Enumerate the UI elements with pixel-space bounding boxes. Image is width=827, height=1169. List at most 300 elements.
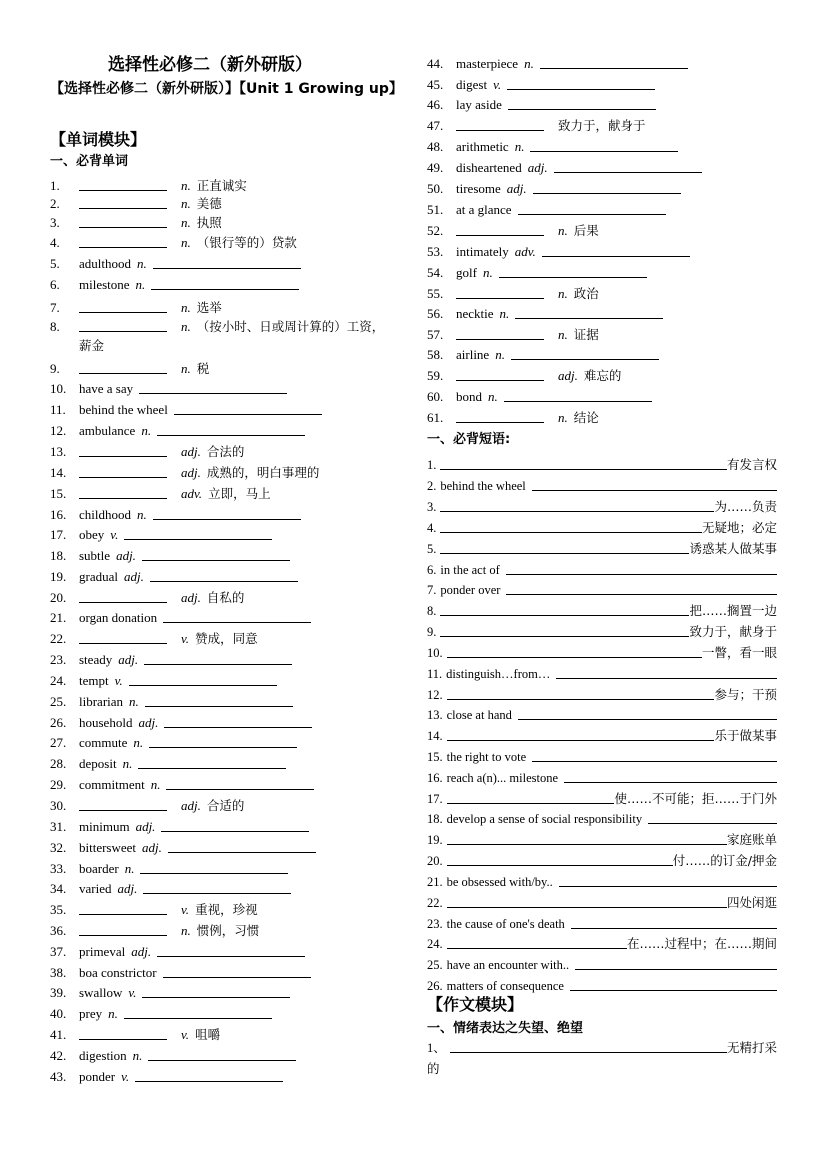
chinese-meaning: 有发言权 <box>726 457 777 472</box>
item-number: 38. <box>50 965 67 980</box>
part-of-speech: n. <box>181 361 191 376</box>
word-row <box>50 815 309 835</box>
chinese-meaning: 合适的 <box>206 798 245 813</box>
answer-blank[interactable] <box>440 468 727 470</box>
english-word: household <box>79 715 133 730</box>
answer-blank[interactable] <box>499 276 647 278</box>
part-of-speech: adj. <box>138 715 159 730</box>
part-of-speech: n. <box>141 423 152 438</box>
writing-sub-heading: 一、情绪表达之失望、绝望 <box>427 1021 584 1036</box>
answer-blank[interactable] <box>144 663 292 665</box>
part-of-speech: n. <box>524 56 534 71</box>
phrase-row <box>427 891 777 911</box>
answer-blank[interactable] <box>163 976 311 978</box>
chinese-meaning: 无精打采 <box>726 1040 777 1055</box>
answer-blank[interactable] <box>506 573 777 575</box>
answer-blank[interactable] <box>447 864 673 866</box>
answer-blank[interactable] <box>79 1038 167 1040</box>
item-number: 42. <box>50 1048 67 1063</box>
answer-blank[interactable] <box>149 746 297 748</box>
wrapped-meaning: 的 <box>427 1061 440 1076</box>
chinese-meaning: 咀嚼 <box>195 1027 221 1042</box>
phrase-row <box>427 766 777 786</box>
item-number: 29. <box>50 777 67 792</box>
part-of-speech: adj. <box>123 569 144 584</box>
answer-blank[interactable] <box>163 621 311 623</box>
item-number: 21. <box>427 875 443 889</box>
answer-blank[interactable] <box>456 421 544 423</box>
part-of-speech: adj. <box>527 160 548 175</box>
part-of-speech: n. <box>558 286 568 301</box>
item-number: 40. <box>50 1006 67 1021</box>
word-row <box>50 523 272 543</box>
part-of-speech: n. <box>514 139 525 154</box>
answer-blank[interactable] <box>140 872 288 874</box>
chinese-meaning: 四处闲逛 <box>726 895 777 910</box>
answer-blank[interactable] <box>79 809 167 811</box>
phrase-row <box>427 953 777 973</box>
answer-blank[interactable] <box>79 476 167 478</box>
item-number: 12. <box>427 688 443 702</box>
item-number: 26. <box>50 715 67 730</box>
word-row <box>50 440 244 460</box>
item-number: 2. <box>427 479 437 493</box>
english-phrase: the right to vote <box>446 750 527 764</box>
answer-blank[interactable] <box>506 593 777 595</box>
answer-blank[interactable] <box>440 552 689 554</box>
wrapped-meaning: 薪金 <box>79 338 105 353</box>
must-words-heading: 一、必背单词 <box>50 154 129 169</box>
answer-blank[interactable] <box>456 379 544 381</box>
part-of-speech: adj. <box>117 881 138 896</box>
word-row <box>427 364 621 384</box>
english-word: golf <box>456 265 477 280</box>
item-number: 25. <box>427 958 443 972</box>
unit-heading: 【选择性必修二（新外研版）】【Unit 1 Growing up】 <box>50 81 403 97</box>
english-word: ponder <box>79 1069 116 1084</box>
english-word: masterpiece <box>456 56 519 71</box>
item-number: 59. <box>427 368 444 383</box>
english-word: tiresome <box>456 181 501 196</box>
part-of-speech: n. <box>181 319 191 334</box>
answer-blank[interactable] <box>440 510 714 512</box>
answer-blank[interactable] <box>515 317 663 319</box>
item-number: 22. <box>427 896 443 910</box>
answer-blank[interactable] <box>542 255 690 257</box>
answer-blank[interactable] <box>153 518 301 520</box>
item-number: 11. <box>427 667 443 681</box>
part-of-speech: n. <box>495 347 505 362</box>
chinese-meaning: 在……过程中；在……期间 <box>626 936 777 951</box>
item-number: 18. <box>50 548 67 563</box>
word-row <box>50 961 311 981</box>
part-of-speech: v. <box>121 1069 130 1084</box>
answer-blank[interactable] <box>135 1080 283 1082</box>
item-number: 16. <box>427 771 443 785</box>
answer-blank[interactable] <box>564 781 777 783</box>
item-number: 7. <box>50 300 60 315</box>
item-number: 57. <box>427 327 444 342</box>
english-word: boarder <box>79 861 119 876</box>
word-row <box>50 690 293 710</box>
answer-blank[interactable] <box>150 580 298 582</box>
english-phrase: have an encounter with.. <box>446 958 570 972</box>
answer-blank[interactable] <box>129 684 277 686</box>
answer-blank[interactable] <box>143 892 291 894</box>
item-number: 23. <box>427 917 443 931</box>
part-of-speech: n. <box>122 756 133 771</box>
chinese-meaning: 证据 <box>573 327 599 342</box>
answer-blank[interactable] <box>440 635 689 637</box>
part-of-speech: n. <box>488 389 498 404</box>
item-number: 15. <box>427 750 443 764</box>
part-of-speech: n. <box>108 1006 118 1021</box>
word-row <box>50 627 258 647</box>
item-number: 30. <box>50 798 67 813</box>
answer-blank[interactable] <box>447 698 715 700</box>
phrase-row <box>427 453 777 473</box>
answer-blank[interactable] <box>142 559 290 561</box>
answer-blank[interactable] <box>456 297 544 299</box>
chinese-meaning: 立即，马上 <box>208 486 271 501</box>
answer-blank[interactable] <box>124 1017 272 1019</box>
answer-blank[interactable] <box>532 760 777 762</box>
english-word: steady <box>79 652 113 667</box>
word-row <box>50 836 316 856</box>
item-number: 32. <box>50 840 67 855</box>
answer-blank[interactable] <box>518 718 777 720</box>
item-number: 46. <box>427 97 444 112</box>
item-number: 54. <box>427 265 444 280</box>
chinese-meaning: 美德 <box>196 196 222 211</box>
chinese-meaning: （银行等的）贷款 <box>196 235 297 250</box>
part-of-speech: v. <box>128 985 137 1000</box>
phrase-row <box>427 641 777 661</box>
chinese-meaning: 执照 <box>196 215 222 230</box>
answer-blank[interactable] <box>79 207 167 209</box>
answer-blank[interactable] <box>456 129 544 131</box>
vocab-module-heading: 【单词模块】 <box>50 130 147 149</box>
answer-blank[interactable] <box>556 677 777 679</box>
answer-blank[interactable] <box>571 927 777 929</box>
item-number: 6. <box>50 277 60 292</box>
word-row <box>50 192 222 212</box>
answer-blank[interactable] <box>124 538 272 540</box>
answer-blank[interactable] <box>79 497 167 499</box>
answer-blank[interactable] <box>79 226 167 228</box>
chinese-meaning: 参与；干预 <box>714 687 777 702</box>
english-word: adulthood <box>79 256 131 271</box>
english-phrase: distinguish…from… <box>446 667 551 681</box>
answer-blank[interactable] <box>554 171 702 173</box>
item-number: 20. <box>50 590 67 605</box>
part-of-speech: adj. <box>181 590 201 605</box>
english-word: milestone <box>79 277 130 292</box>
chinese-meaning: 致力于，献身于 <box>689 624 777 639</box>
english-word: intimately <box>456 244 509 259</box>
part-of-speech: adj. <box>142 840 162 855</box>
part-of-speech: adj. <box>118 652 139 667</box>
part-of-speech: v. <box>181 1027 190 1042</box>
answer-blank[interactable] <box>79 246 167 248</box>
answer-blank[interactable] <box>79 934 167 936</box>
item-number: 10. <box>50 381 67 396</box>
item-number: 18. <box>427 812 443 826</box>
answer-blank[interactable] <box>157 434 305 436</box>
chinese-meaning: 惯例，习惯 <box>196 923 260 938</box>
chinese-meaning: 税 <box>196 361 210 376</box>
answer-blank[interactable] <box>79 372 167 374</box>
phrase-row <box>427 974 777 994</box>
answer-blank[interactable] <box>79 913 167 915</box>
answer-blank[interactable] <box>450 1051 727 1053</box>
part-of-speech: n. <box>181 215 191 230</box>
answer-blank[interactable] <box>507 88 655 90</box>
word-row <box>50 1044 296 1064</box>
item-number: 33. <box>50 861 67 876</box>
answer-blank[interactable] <box>79 601 167 603</box>
answer-blank[interactable] <box>530 150 678 152</box>
part-of-speech: n. <box>129 694 139 709</box>
item-number: 17. <box>50 527 67 542</box>
answer-blank[interactable] <box>151 288 299 290</box>
word-row <box>50 252 301 272</box>
word-row <box>50 231 297 251</box>
answer-blank[interactable] <box>570 989 777 991</box>
item-number: 14. <box>427 729 443 743</box>
phrase-row <box>427 807 777 827</box>
part-of-speech: n. <box>482 265 493 280</box>
english-word: ambulance <box>79 423 136 438</box>
answer-blank[interactable] <box>79 455 167 457</box>
word-row <box>427 302 663 322</box>
word-row <box>427 135 678 155</box>
answer-blank[interactable] <box>504 400 652 402</box>
answer-blank[interactable] <box>174 413 322 415</box>
word-row <box>50 315 384 335</box>
english-word: swallow <box>79 985 123 1000</box>
item-number: 35. <box>50 902 67 917</box>
answer-blank[interactable] <box>79 189 167 191</box>
item-number: 8. <box>427 604 437 618</box>
phrase-row <box>427 683 777 703</box>
answer-blank[interactable] <box>559 885 777 887</box>
item-number: 16. <box>50 507 67 522</box>
word-row <box>50 377 287 397</box>
chinese-meaning: （按小时、日或周计算的）工资， <box>196 319 385 334</box>
item-number: 23. <box>50 652 67 667</box>
answer-blank[interactable] <box>648 822 777 824</box>
word-row <box>50 273 299 293</box>
english-word: subtle <box>79 548 111 563</box>
chinese-meaning: 后果 <box>573 223 599 238</box>
part-of-speech: v. <box>181 631 190 646</box>
english-phrase: matters of consequence <box>446 979 564 993</box>
answer-blank[interactable] <box>447 906 727 908</box>
answer-blank[interactable] <box>157 955 305 957</box>
item-number: 45. <box>427 77 444 92</box>
item-number: 49. <box>427 160 444 175</box>
item-number: 3. <box>50 215 60 230</box>
item-number: 39. <box>50 985 67 1000</box>
english-word: disheartened <box>456 160 522 175</box>
answer-blank[interactable] <box>164 726 312 728</box>
answer-blank[interactable] <box>533 192 681 194</box>
answer-blank[interactable] <box>456 338 544 340</box>
page-title: 选择性必修二（新外研版） <box>108 55 312 75</box>
english-word: obey <box>79 527 105 542</box>
word-row <box>50 461 319 481</box>
english-phrase: be obsessed with/by.. <box>446 875 553 889</box>
chinese-meaning: 政治 <box>573 286 599 301</box>
word-row <box>50 606 311 626</box>
answer-blank[interactable] <box>440 614 689 616</box>
phrase-row <box>427 599 777 619</box>
part-of-speech: n. <box>558 327 568 342</box>
word-row <box>427 93 656 113</box>
word-row <box>50 857 288 877</box>
word-row <box>50 357 209 377</box>
answer-blank[interactable] <box>166 788 314 790</box>
answer-blank[interactable] <box>575 968 777 970</box>
answer-blank[interactable] <box>440 531 702 533</box>
chinese-meaning: 为……负责 <box>714 499 777 514</box>
chinese-meaning: 使……不可能；拒……于门外 <box>614 791 777 806</box>
english-word: digestion <box>79 1048 127 1063</box>
english-word: lay aside <box>456 97 502 112</box>
answer-blank[interactable] <box>139 392 287 394</box>
part-of-speech: adj. <box>131 944 152 959</box>
phrase-row <box>427 724 777 744</box>
item-number: 58. <box>427 347 444 362</box>
word-row <box>50 1002 272 1022</box>
item-number: 7. <box>427 583 437 597</box>
english-word: gradual <box>79 569 118 584</box>
part-of-speech: n. <box>558 223 568 238</box>
must-phrases-heading: 一、必背短语: <box>427 432 511 447</box>
part-of-speech: adv. <box>514 244 536 259</box>
chinese-meaning: 难忘的 <box>583 368 622 383</box>
word-row <box>427 219 599 239</box>
part-of-speech: n. <box>137 507 147 522</box>
item-number: 3. <box>427 500 437 514</box>
item-number: 9. <box>427 625 437 639</box>
part-of-speech: adj. <box>135 819 156 834</box>
english-word: bond <box>456 389 482 404</box>
part-of-speech: n. <box>181 923 191 938</box>
answer-blank[interactable] <box>148 1059 296 1061</box>
item-number: 43. <box>50 1069 67 1084</box>
part-of-speech: n. <box>181 235 191 250</box>
item-number: 37. <box>50 944 67 959</box>
chinese-meaning: 结论 <box>573 410 599 425</box>
english-phrase: in the act of <box>440 563 500 577</box>
item-number: 4. <box>50 235 60 250</box>
word-row <box>50 211 222 231</box>
part-of-speech: n. <box>132 1048 143 1063</box>
item-number: 50. <box>427 181 444 196</box>
english-word: digest <box>456 77 488 92</box>
answer-blank[interactable] <box>79 330 167 332</box>
item-number: 34. <box>50 881 67 896</box>
chinese-meaning: 付……的订金/押金 <box>672 853 777 868</box>
answer-blank[interactable] <box>79 642 167 644</box>
answer-blank[interactable] <box>508 108 656 110</box>
answer-blank[interactable] <box>456 234 544 236</box>
chinese-meaning: 致力于，献身于 <box>558 118 646 133</box>
part-of-speech: n. <box>124 861 135 876</box>
part-of-speech: n. <box>499 306 510 321</box>
answer-blank[interactable] <box>518 213 666 215</box>
answer-blank[interactable] <box>138 767 286 769</box>
english-phrase: close at hand <box>446 708 512 722</box>
answer-blank[interactable] <box>532 489 777 491</box>
english-phrase: reach a(n)... milestone <box>446 771 559 785</box>
chinese-meaning: 重视，珍视 <box>195 902 258 917</box>
item-number: 6. <box>427 563 437 577</box>
answer-blank[interactable] <box>447 947 627 949</box>
word-row <box>427 240 690 260</box>
item-number: 8. <box>50 319 60 334</box>
answer-blank[interactable] <box>511 358 659 360</box>
item-number: 51. <box>427 202 444 217</box>
answer-blank[interactable] <box>540 67 688 69</box>
word-row <box>50 419 305 439</box>
answer-blank[interactable] <box>447 656 702 658</box>
word-row <box>50 398 322 418</box>
word-row <box>50 981 290 1001</box>
item-number: 1. <box>50 178 60 193</box>
item-number: 41. <box>50 1027 67 1042</box>
word-row <box>50 669 277 689</box>
chinese-meaning: 诱惑某人做某事 <box>689 541 777 556</box>
answer-blank[interactable] <box>153 267 301 269</box>
word-row <box>427 343 659 363</box>
part-of-speech: v. <box>181 902 190 917</box>
answer-blank[interactable] <box>145 705 293 707</box>
answer-blank[interactable] <box>447 843 727 845</box>
item-number: 24. <box>50 673 67 688</box>
answer-blank[interactable] <box>447 739 715 741</box>
english-word: librarian <box>79 694 124 709</box>
phrase-row <box>427 662 777 682</box>
item-number: 10. <box>427 646 443 660</box>
answer-blank[interactable] <box>161 830 309 832</box>
word-row <box>427 406 599 426</box>
answer-blank[interactable] <box>168 851 316 853</box>
part-of-speech: adj. <box>558 368 578 383</box>
word-row <box>50 174 247 194</box>
answer-blank[interactable] <box>447 802 615 804</box>
word-row <box>50 731 297 751</box>
part-of-speech: n. <box>181 178 191 193</box>
word-row <box>427 52 688 72</box>
phrase-row <box>427 537 777 557</box>
phrase-row <box>427 849 777 869</box>
english-phrase: ponder over <box>440 583 501 597</box>
item-number: 5. <box>50 256 60 271</box>
item-number: 13. <box>50 444 67 459</box>
part-of-speech: n. <box>133 735 144 750</box>
answer-blank[interactable] <box>79 311 167 313</box>
word-row <box>50 296 222 316</box>
english-word: have a say <box>79 381 134 396</box>
item-number: 47. <box>427 118 444 133</box>
answer-blank[interactable] <box>142 996 290 998</box>
english-word: varied <box>79 881 112 896</box>
part-of-speech: v. <box>110 527 119 542</box>
word-row <box>427 261 647 281</box>
